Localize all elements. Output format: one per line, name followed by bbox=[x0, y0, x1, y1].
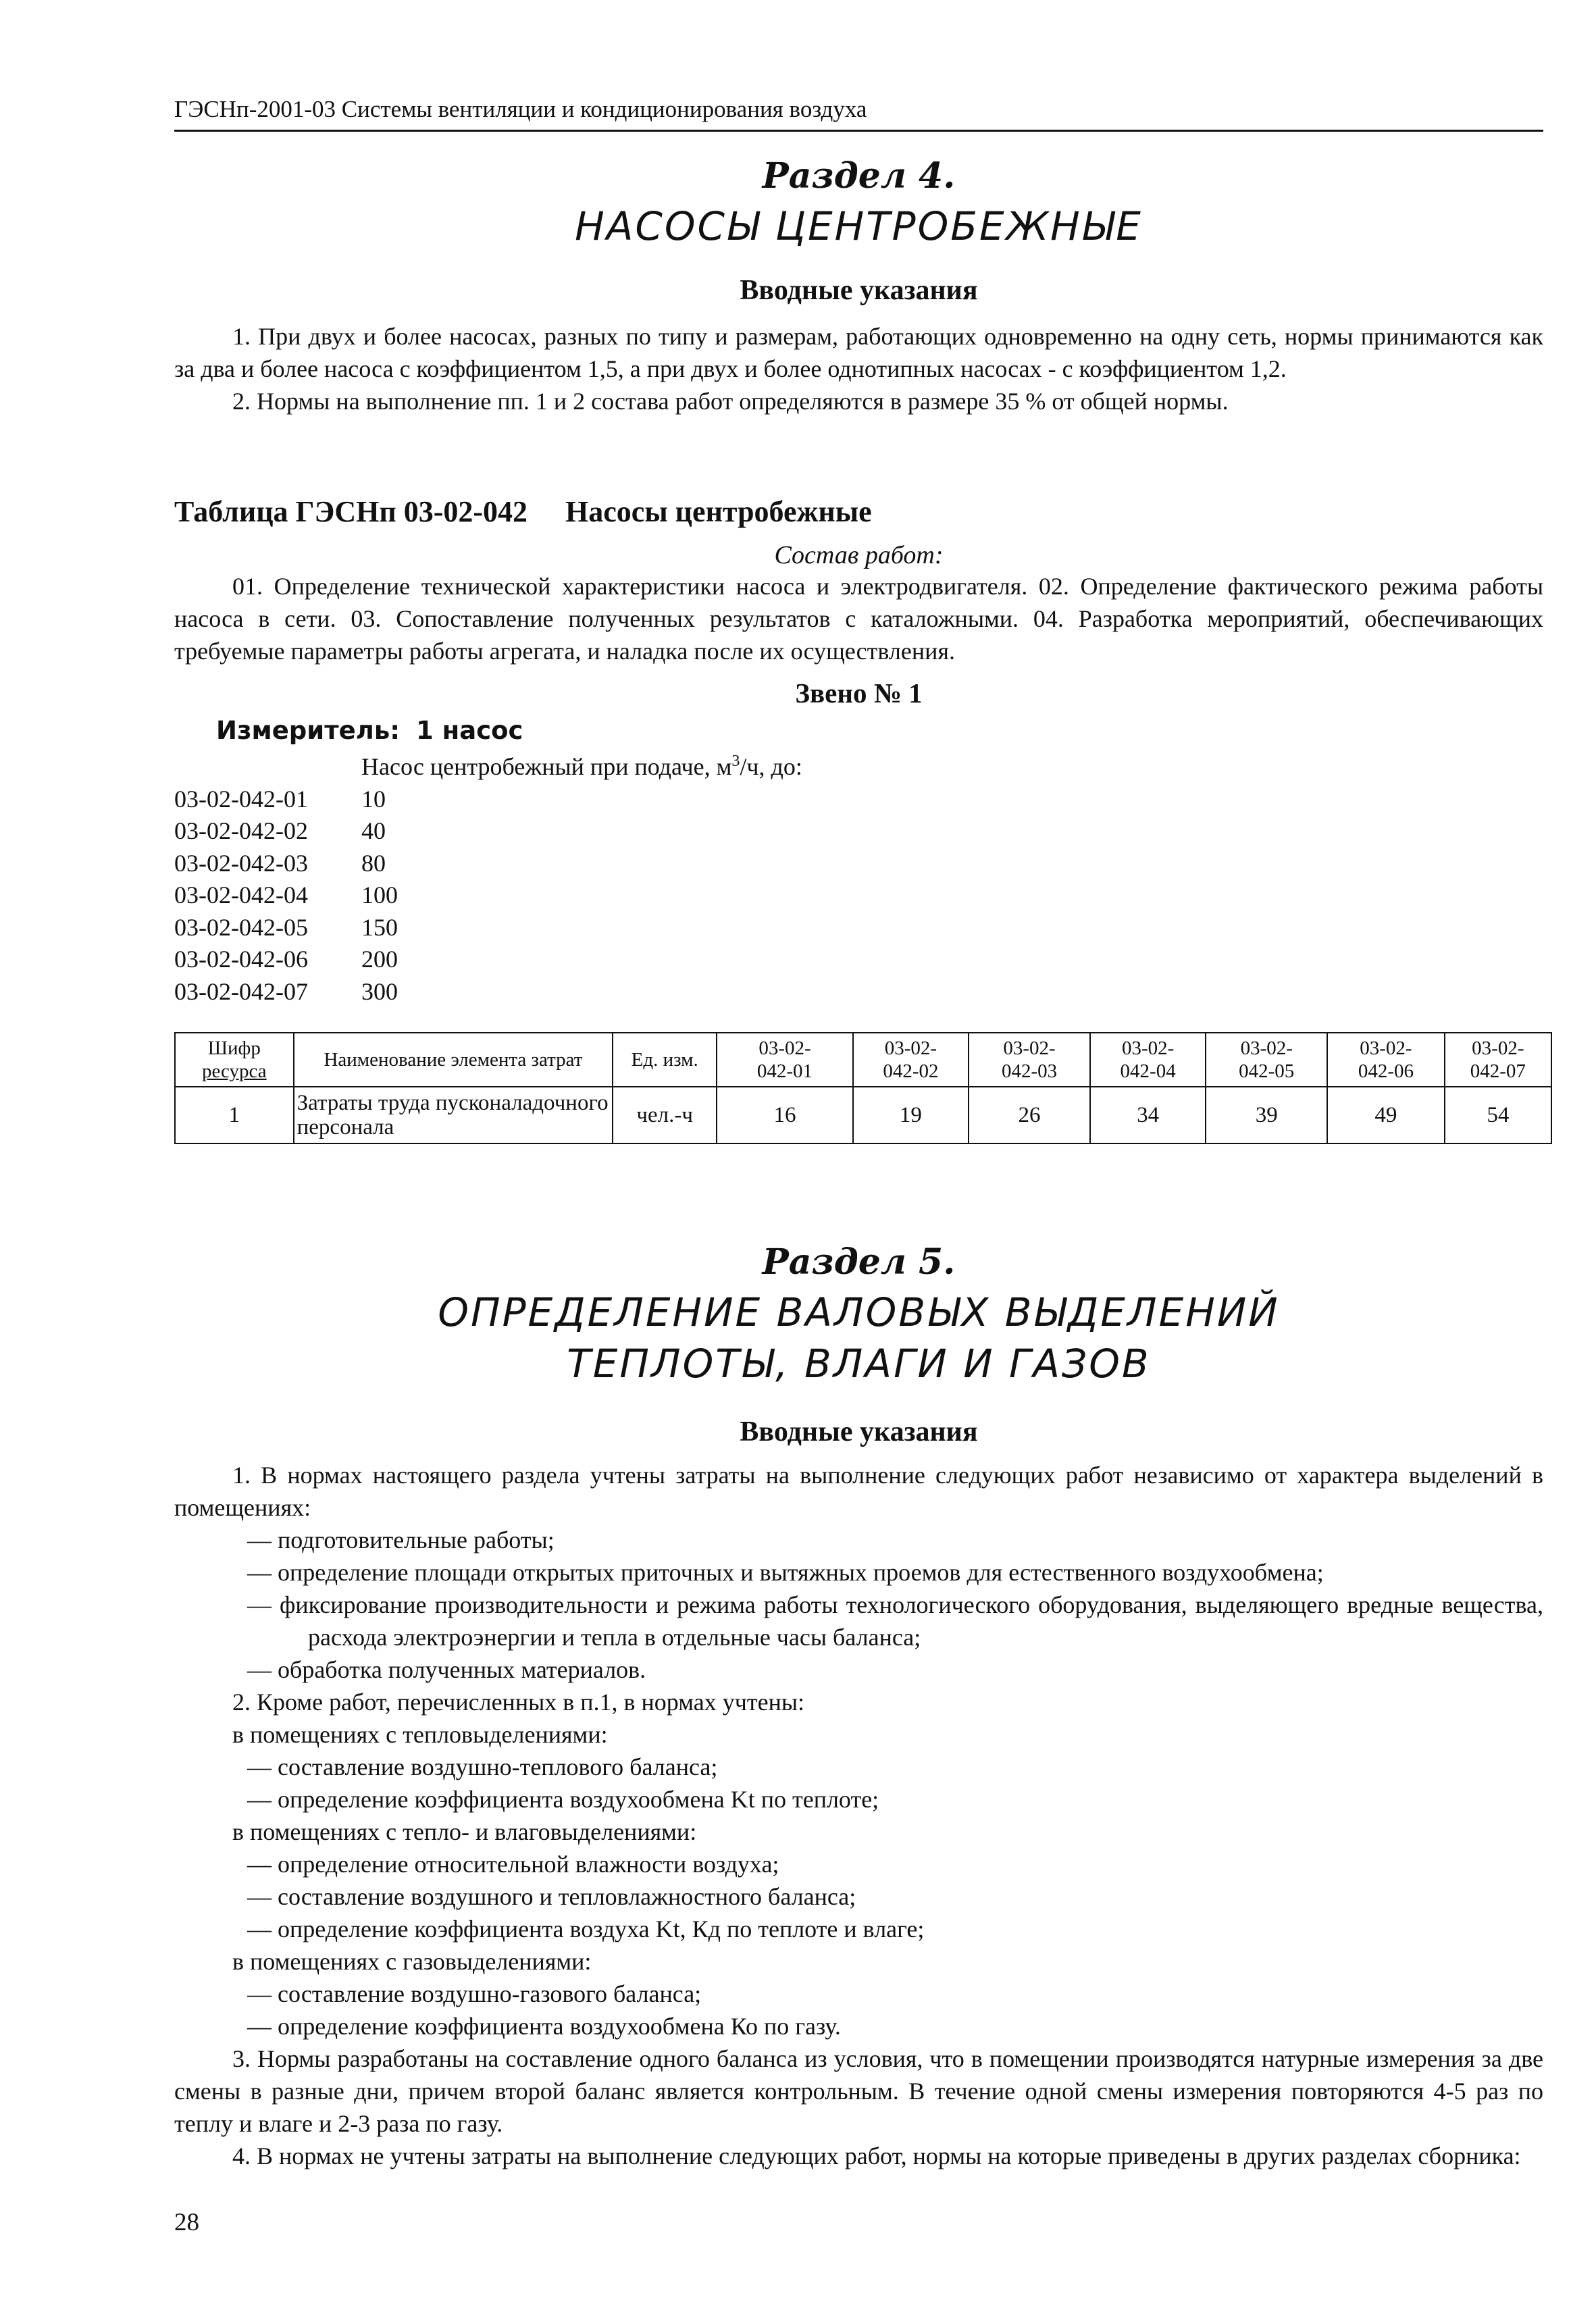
header-norm-01: 03-02- 042-01 bbox=[717, 1033, 853, 1087]
cell-norm-value: 54 bbox=[1445, 1087, 1551, 1143]
work-composition-text: 01. Определение технической характеристики насоса и электродвигателя. 02. Определение фактического режима работы насоса в сети. 03. Сопоставление полученных результатов с каталожными. 04. Разработка мероприятий, обеспечивающих требуемые параметры работы агрегата, и наладка после их осуществления. bbox=[174, 573, 1543, 665]
list-item: — составление воздушного и тепловлажностного баланса; bbox=[247, 1883, 856, 1910]
section5-paragraph-2: 2. Кроме работ, перечисленных в п.1, в нормах учтены: bbox=[232, 1689, 805, 1716]
meter bbox=[216, 715, 523, 747]
table-heading-code: Таблица ГЭСНп 03-02-042 bbox=[174, 495, 528, 528]
list-item: — составление воздушно-газового баланса; bbox=[247, 1980, 702, 2007]
size-row: 03-02-042-03 80 bbox=[174, 849, 386, 877]
list-item: — составление воздушно-теплового баланса; bbox=[247, 1753, 718, 1780]
meter-label: Измеритель: bbox=[216, 716, 401, 745]
cell-norm-value: 19 bbox=[853, 1087, 969, 1143]
section5-title-line-1: ОПРЕДЕЛЕНИЕ ВАЛОВЫХ ВЫДЕЛЕНИЙ bbox=[438, 1289, 1280, 1335]
list-item: — определение коэффициента воздухообмена Kt по теплоте; bbox=[247, 1786, 879, 1813]
header-resource-code: Шифр ресурса bbox=[175, 1033, 294, 1087]
cell-norm-value: 16 bbox=[717, 1087, 853, 1143]
work-composition-label: Состав работ: bbox=[774, 541, 944, 569]
cell-resource-code: 1 bbox=[175, 1087, 294, 1143]
list-item: — определение коэффициента воздухообмена Ко по газу. bbox=[247, 2013, 841, 2040]
header-element-name: Наименование элемента затрат bbox=[294, 1033, 613, 1087]
cell-norm-value: 39 bbox=[1206, 1087, 1327, 1143]
section5-title-line-2: ТЕПЛОТЫ, ВЛАГИ И ГАЗОВ bbox=[567, 1341, 1151, 1387]
section5-paragraph-4: 4. В нормах не учтены затраты на выполнение следующих работ, нормы на которые приведены в других разделах сборника: bbox=[232, 2142, 1521, 2169]
table-row bbox=[175, 1087, 1551, 1143]
section5-intro bbox=[174, 1459, 1543, 2172]
group-label: в помещениях с тепловыделениями: bbox=[232, 1721, 608, 1748]
cell-norm-value: 26 bbox=[969, 1087, 1090, 1143]
page-number: 28 bbox=[174, 2209, 199, 2236]
meter-value: 1 насос bbox=[416, 716, 523, 745]
group-label: в помещениях с газовыделениями: bbox=[232, 1948, 592, 1975]
header-norm-02: 03-02- 042-02 bbox=[853, 1033, 969, 1087]
group-label: в помещениях с тепло- и влаговыделениями: bbox=[232, 1818, 697, 1845]
size-row: 03-02-042-04 100 bbox=[174, 881, 398, 908]
section4-paragraph-1: 1. При двух и более насосах, разных по типу и размерам, работающих одновременно на одну сеть, нормы принимаются как за два и более насоса с коэффициентом 1,5, а при двух и более однотипных насосах - с коэффициентом 1,2. bbox=[174, 323, 1543, 382]
cell-norm-value: 34 bbox=[1090, 1087, 1206, 1143]
section5-paragraph-3: 3. Нормы разработаны на составление одного баланса из условия, что в помещении производятся натурные измерения за две смены в разные дни, причем второй баланс является контрольным. В течение одной смены измерения повторяются 4-5 раз по теплу и влаге и 2-3 раза по газу. bbox=[174, 2045, 1543, 2137]
list-item: — определение коэффициента воздуха Kt, Кд по теплоте и влаге; bbox=[247, 1916, 925, 1943]
list-item: — определение площади открытых приточных и вытяжных проемов для естественного воздухообмена; bbox=[247, 1559, 1324, 1586]
section4-intro-heading: Вводные указания bbox=[740, 275, 978, 306]
table-heading bbox=[174, 493, 872, 531]
section4-intro bbox=[174, 320, 1543, 417]
list-item: — обработка полученных материалов. bbox=[247, 1656, 646, 1683]
running-header: ГЭСНп-2001-03 Системы вентиляции и кондиционирования воздуха bbox=[174, 96, 867, 122]
header-rule bbox=[174, 130, 1543, 132]
size-list bbox=[174, 746, 802, 1008]
size-row: 03-02-042-02 40 bbox=[174, 817, 386, 844]
header-unit: Ед. изм. bbox=[613, 1033, 717, 1087]
section5-intro-heading: Вводные указания bbox=[740, 1416, 978, 1447]
section5-paragraph-1: 1. В нормах настоящего раздела учтены затраты на выполнение следующих работ независимо от характера выделений в помещениях: bbox=[174, 1462, 1543, 1521]
cell-norm-value: 49 bbox=[1327, 1087, 1444, 1143]
cost-table bbox=[174, 1032, 1552, 1144]
size-row: 03-02-042-07 300 bbox=[174, 977, 398, 1005]
size-row: 03-02-042-01 10 bbox=[174, 785, 386, 813]
section4-title: НАСОСЫ ЦЕНТРОБЕЖНЫЕ bbox=[575, 203, 1143, 249]
cell-element-name: Затраты труда пусконаладочного персонала bbox=[294, 1087, 613, 1143]
header-norm-03: 03-02- 042-03 bbox=[969, 1033, 1090, 1087]
section4-label: Раздел 4. bbox=[762, 155, 956, 197]
table-heading-name: Насосы центробежные bbox=[565, 495, 872, 528]
list-item: — фиксирование производительности и режима работы технологического оборудования, выделяющего вредные вещества, расхода электроэнергии и тепла в отдельные часы баланса; bbox=[247, 1591, 1543, 1651]
section4-paragraph-2: 2. Нормы на выполнение пп. 1 и 2 состава работ определяются в размере 35 % от общей нормы. bbox=[232, 388, 1229, 415]
size-caption: Насос центробежный при подаче, $м^3/ч$, до: bbox=[361, 752, 802, 780]
size-row: 03-02-042-05 150 bbox=[174, 913, 398, 941]
header-norm-05: 03-02- 042-05 bbox=[1206, 1033, 1327, 1087]
list-item: — подготовительные работы; bbox=[247, 1526, 555, 1553]
cost-table-header-row bbox=[175, 1033, 1551, 1087]
size-row: 03-02-042-06 200 bbox=[174, 946, 398, 973]
crew-label: Звено № 1 bbox=[795, 677, 923, 709]
work-composition bbox=[174, 570, 1543, 667]
list-item: — определение относительной влажности воздуха; bbox=[247, 1851, 779, 1878]
header-norm-07: 03-02- 042-07 bbox=[1445, 1033, 1551, 1087]
cell-unit: чел.-ч bbox=[613, 1087, 717, 1143]
header-norm-04: 03-02- 042-04 bbox=[1090, 1033, 1206, 1087]
section5-label: Раздел 5. bbox=[762, 1241, 956, 1283]
header-norm-06: 03-02- 042-06 bbox=[1327, 1033, 1444, 1087]
